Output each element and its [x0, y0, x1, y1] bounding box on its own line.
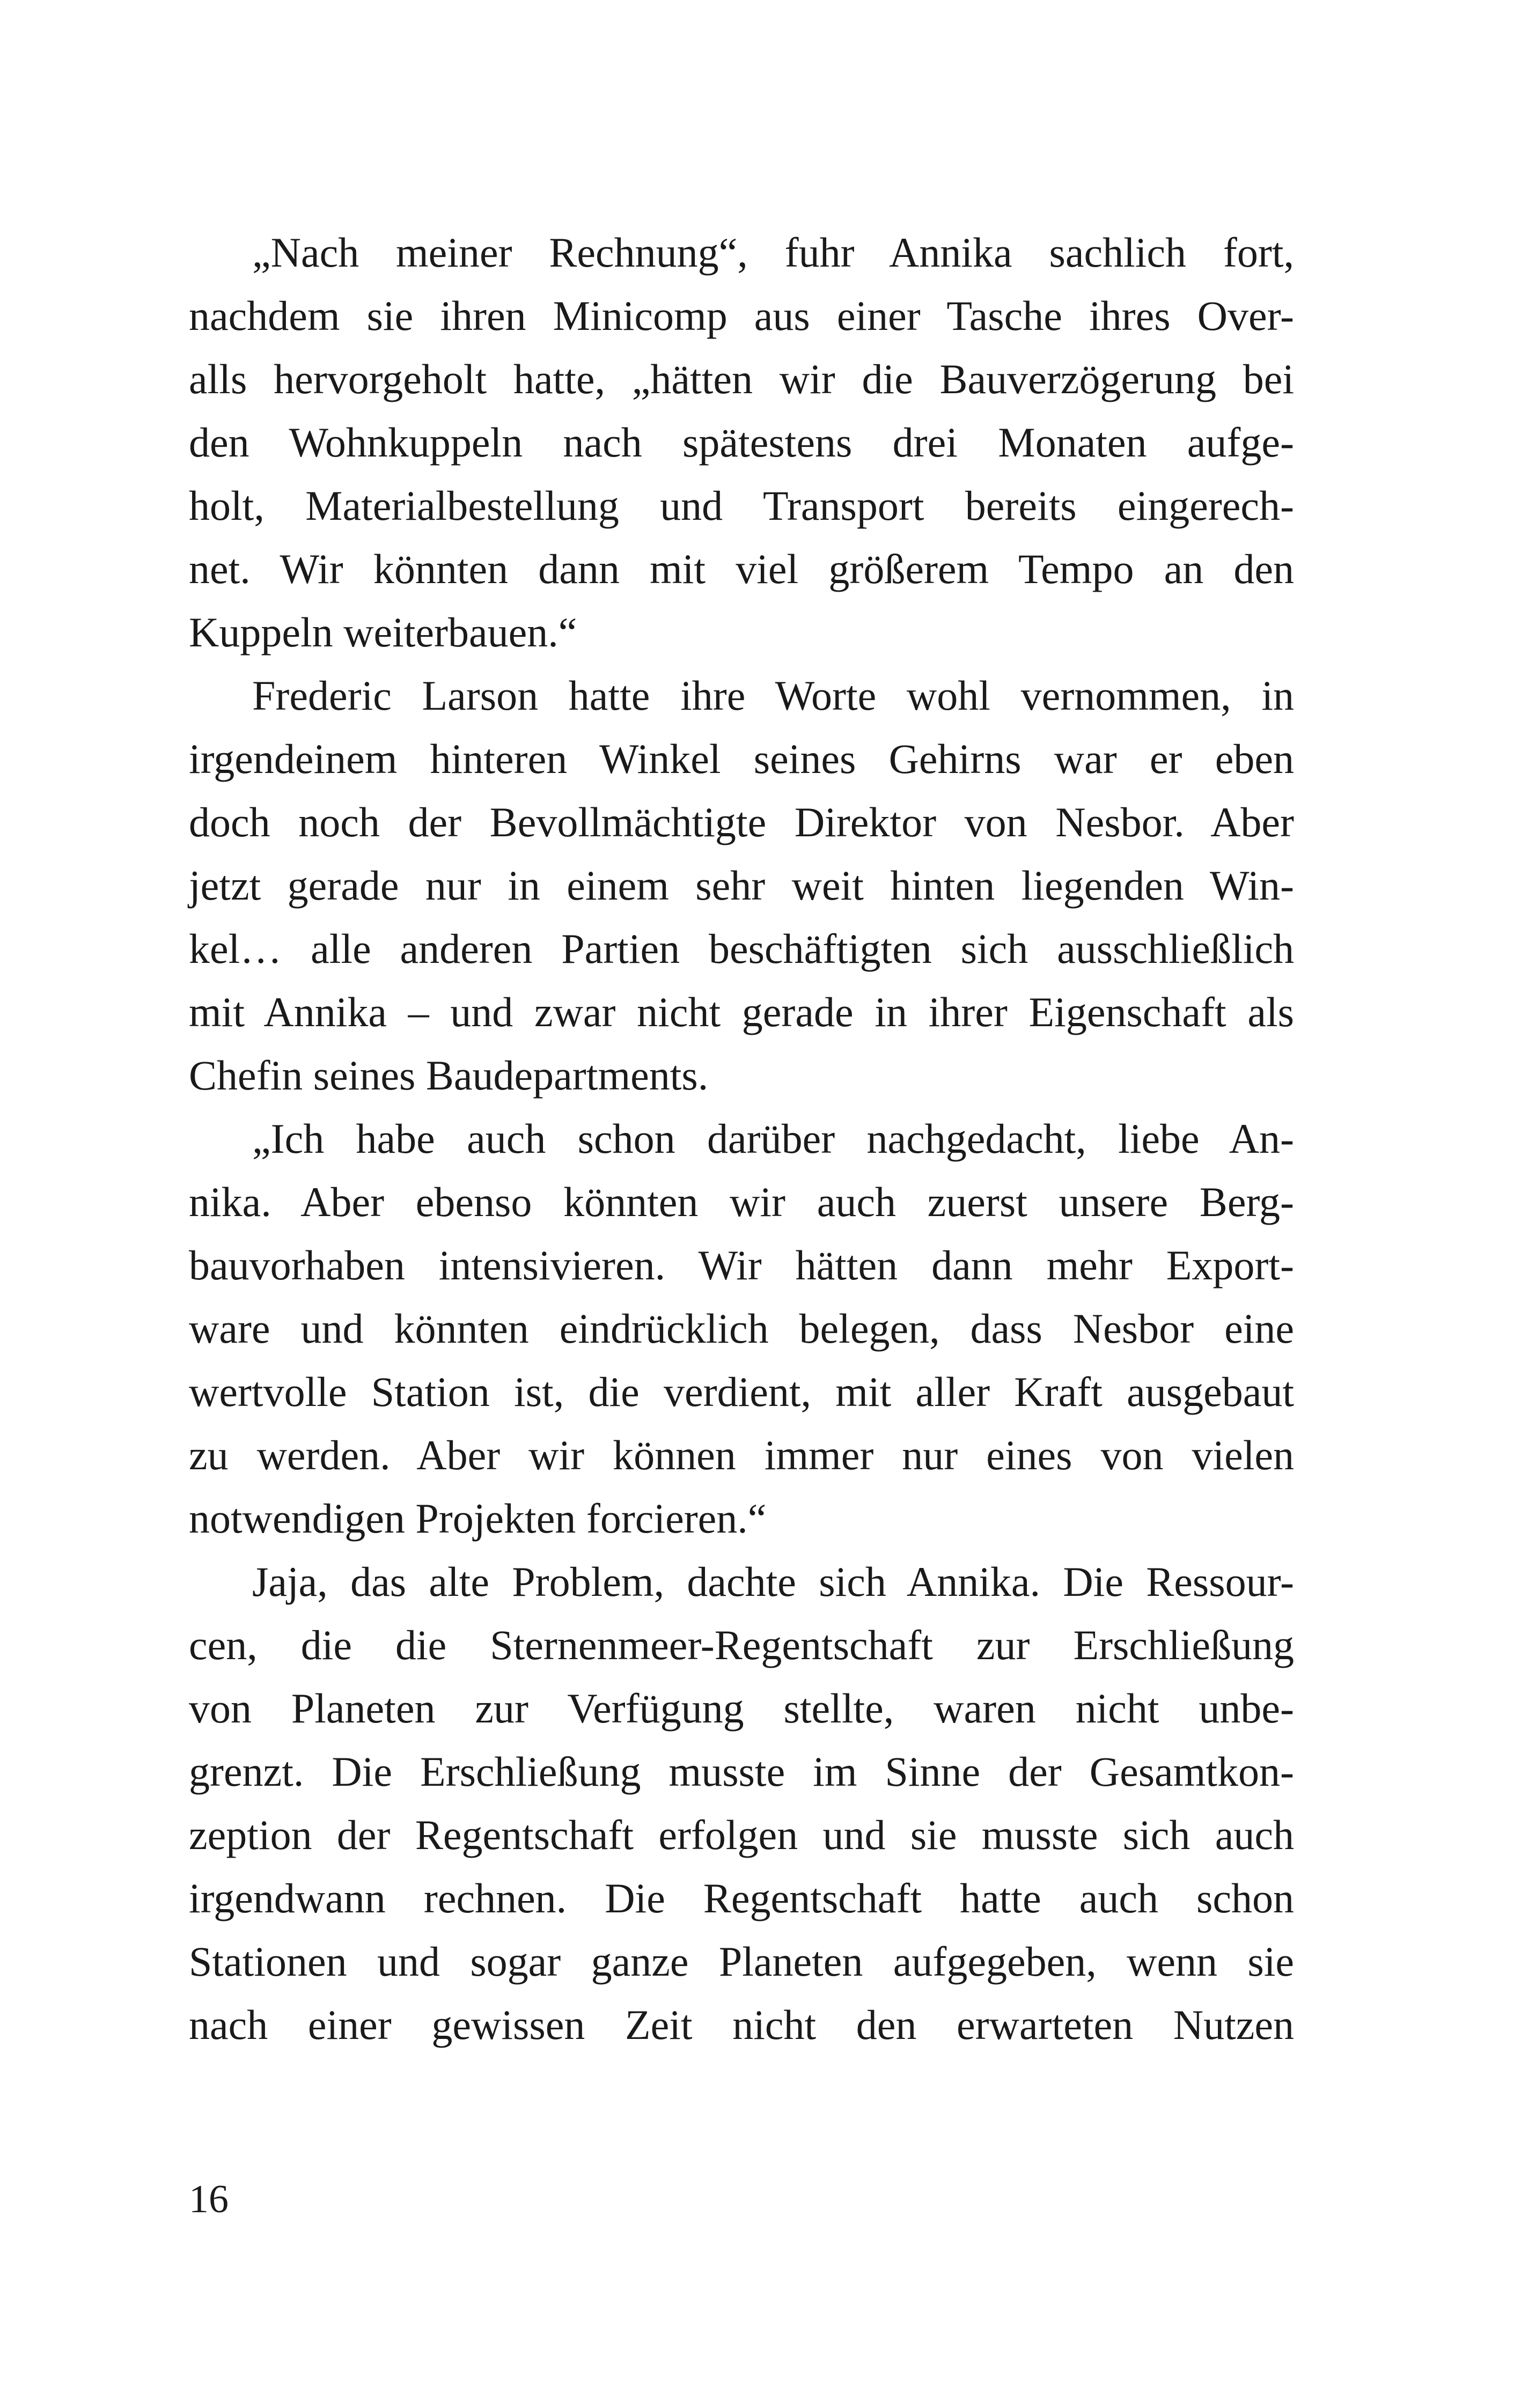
- text-line: von Planeten zur Verfügung stellte, waren nicht unbe-: [189, 1685, 1294, 1732]
- text-line: net. Wir könnten dann mit viel größerem Tempo an den: [189, 546, 1294, 592]
- text-line: bauvorhaben intensivieren. Wir hätten dann mehr Export-: [189, 1242, 1294, 1288]
- page-number: 16: [189, 2177, 229, 2221]
- text-line: Jaja, das alte Problem, dachte sich Annika. Die Ressour-: [252, 1558, 1294, 1605]
- text-line: irgendeinem hinteren Winkel seines Gehirns war er eben: [189, 735, 1294, 782]
- text-line: grenzt. Die Erschließung musste im Sinne der Gesamtkon-: [189, 1748, 1294, 1795]
- text-line: Chefin seines Baudepartments.: [189, 1052, 709, 1099]
- text-line: Kuppeln weiterbauen.“: [189, 609, 577, 656]
- text-line: notwendigen Projekten forcieren.“: [189, 1495, 767, 1542]
- text-line: „Ich habe auch schon darüber nachgedacht, liebe An-: [252, 1115, 1294, 1162]
- text-line: kel… alle anderen Partien beschäftigten sich ausschließlich: [189, 925, 1294, 972]
- text-line: ware und könnten eindrücklich belegen, dass Nesbor eine: [189, 1305, 1294, 1352]
- text-line: zeption der Regentschaft erfolgen und sie musste sich auch: [189, 1811, 1294, 1858]
- text-line: nachdem sie ihren Minicomp aus einer Tasche ihres Over-: [189, 292, 1294, 339]
- body-text: [189, 221, 1294, 2057]
- text-line: jetzt gerade nur in einem sehr weit hinten liegenden Win-: [189, 862, 1294, 909]
- text-line: „Nach meiner Rechnung“, fuhr Annika sachlich fort,: [252, 229, 1294, 276]
- text-line: alls hervorgeholt hatte, „hätten wir die Bauverzögerung bei: [189, 356, 1294, 402]
- text-line: cen, die die Sternenmeer-Regentschaft zur Erschließung: [189, 1622, 1294, 1668]
- text-line: doch noch der Bevollmächtigte Direktor von Nesbor. Aber: [189, 799, 1294, 845]
- text-line: Frederic Larson hatte ihre Worte wohl vernommen, in: [252, 672, 1294, 719]
- text-line: nach einer gewissen Zeit nicht den erwarteten Nutzen: [189, 2001, 1294, 2048]
- text-line: den Wohnkuppeln nach spätestens drei Monaten aufge-: [189, 419, 1294, 466]
- text-line: irgendwann rechnen. Die Regentschaft hatte auch schon: [189, 1875, 1294, 1921]
- text-line: wertvolle Station ist, die verdient, mit aller Kraft ausgebaut: [189, 1368, 1294, 1415]
- text-line: mit Annika – und zwar nicht gerade in ihrer Eigenschaft als: [189, 989, 1294, 1035]
- text-line: zu werden. Aber wir können immer nur eines von vielen: [189, 1432, 1294, 1478]
- text-line: nika. Aber ebenso könnten wir auch zuerst unsere Berg-: [189, 1179, 1294, 1225]
- text-line: holt, Materialbestellung und Transport bereits eingerech-: [189, 482, 1294, 529]
- text-line: Stationen und sogar ganze Planeten aufgegeben, wenn sie: [189, 1938, 1294, 1985]
